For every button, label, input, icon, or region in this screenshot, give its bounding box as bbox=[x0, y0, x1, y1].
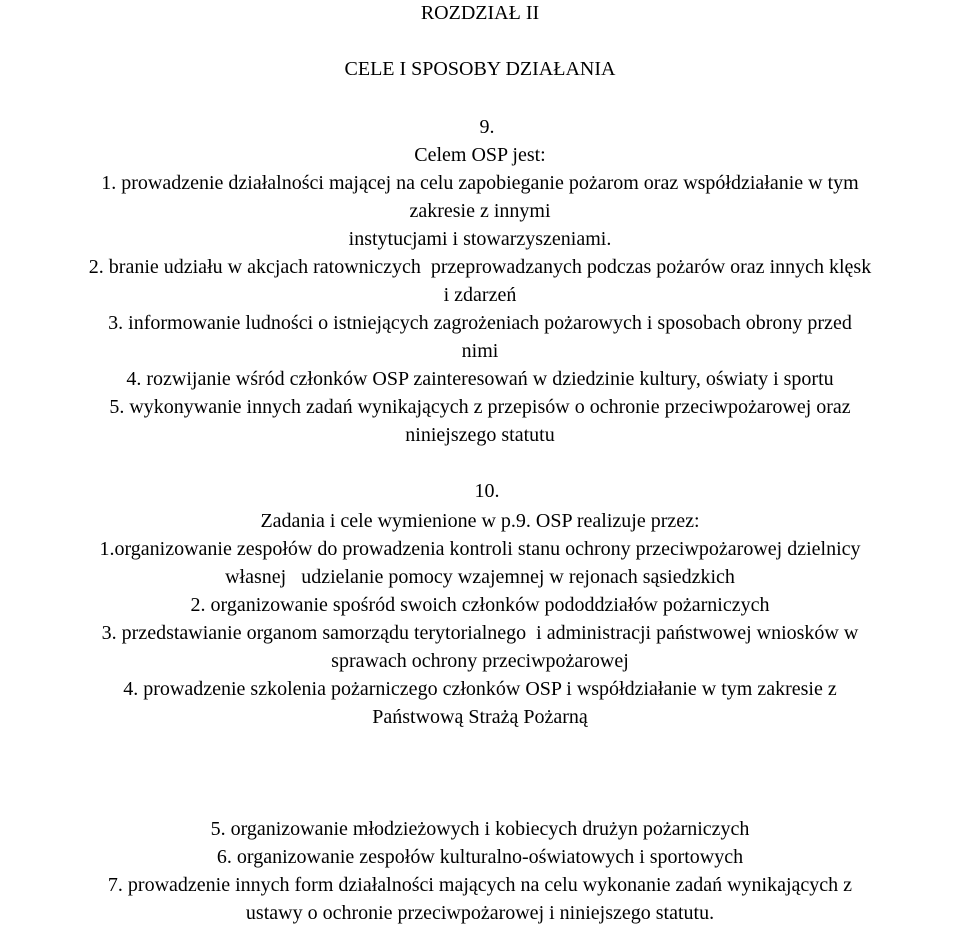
section-9-item-2-line-2: i zdarzeń bbox=[443, 284, 517, 306]
section-10-heading bbox=[0, 479, 960, 503]
chapter-subtitle: CELE I SPOSOBY DZIAŁANIA bbox=[344, 58, 616, 80]
section-9-item-1-line-2: zakresie z innymi bbox=[409, 200, 551, 222]
section-9-item-5-line-1: 5. wykonywanie innych zadań wynikających z przepisów o ochronie przeciwpożarowej oraz bbox=[109, 396, 851, 418]
section-9-item-3-line-2: nimi bbox=[461, 340, 499, 362]
section-9-heading bbox=[0, 115, 960, 139]
section-9-item-5-line-2: niniejszego statutu bbox=[405, 424, 555, 446]
section-10-item-4-line-2: Państwową Strażą Pożarną bbox=[372, 706, 588, 728]
section-10-item-1-line-2: własnej udzielanie pomocy wzajemnej w rejonach sąsiedzkich bbox=[225, 566, 735, 588]
section-9-item-1-line-3: instytucjami i stowarzyszeniami. bbox=[348, 228, 612, 250]
section-10-item-7-line-1: 7. prowadzenie innych form działalności mających na celu wykonanie zadań wynikających z bbox=[107, 874, 853, 896]
section-10-intro: Zadania i cele wymienione w p.9. OSP realizuje przez: bbox=[260, 510, 700, 532]
section-10-item-3-line-2: sprawach ochrony przeciwpożarowej bbox=[331, 650, 629, 672]
section-10-item-5-line-1: 5. organizowanie młodzieżowych i kobiecych drużyn pożarniczych bbox=[210, 818, 750, 840]
section-9-item-4-line-1: 4. rozwijanie wśród członków OSP zainteresowań w dziedzinie kultury, oświaty i sportu bbox=[126, 368, 834, 390]
section-10-number: 10. bbox=[474, 480, 500, 502]
section-9-number: 9. bbox=[479, 116, 495, 138]
section-9-item-2-line-1: 2. branie udziału w akcjach ratowniczych przeprowadzanych podczas pożarów oraz innych klęsk bbox=[88, 256, 872, 278]
section-10-item-6-line-1: 6. organizowanie zespołów kulturalno-oświatowych i sportowych bbox=[216, 846, 744, 868]
section-9-item-3-line-1: 3. informowanie ludności o istniejących zagrożeniach pożarowych i sposobach obrony przed bbox=[108, 312, 852, 334]
section-9-item-1-line-1: 1. prowadzenie działalności mającej na celu zapobieganie pożarom oraz współdziałanie w tym bbox=[101, 172, 859, 194]
section-10-item-1-line-1: 1.organizowanie zespołów do prowadzenia kontroli stanu ochrony przeciwpożarowej dzielnicy bbox=[99, 538, 861, 560]
section-10-item-4-line-1: 4. prowadzenie szkolenia pożarniczego członków OSP i współdziałanie w tym zakresie z bbox=[123, 678, 837, 700]
chapter-title: ROZDZIAŁ II bbox=[420, 2, 540, 24]
section-9-intro: Celem OSP jest: bbox=[414, 144, 546, 166]
section-10-item-2-line-1: 2. organizowanie spośród swoich członków pododdziałów pożarniczych bbox=[190, 594, 770, 616]
section-10-item-7-line-2: ustawy o ochronie przeciwpożarowej i niniejszego statutu. bbox=[245, 902, 715, 924]
section-10-item-3-line-1: 3. przedstawianie organom samorządu terytorialnego i administracji państwowej wniosków w bbox=[101, 622, 859, 644]
